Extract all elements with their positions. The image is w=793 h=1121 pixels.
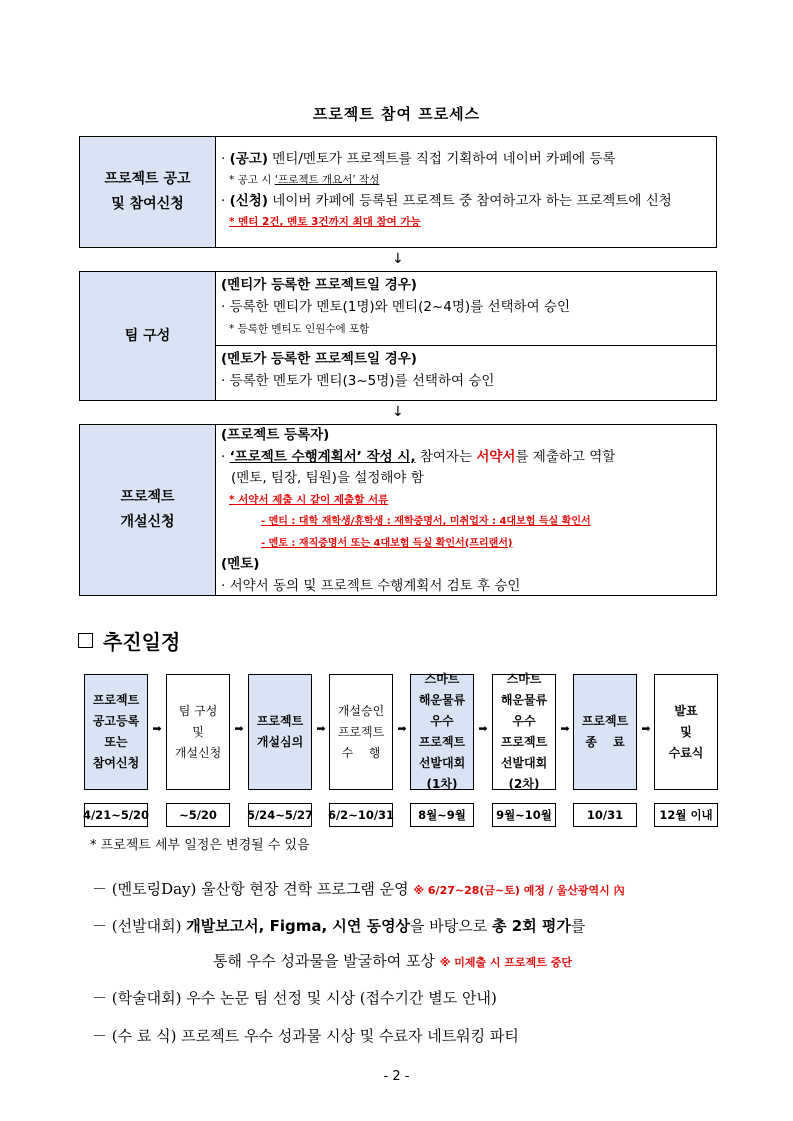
schedule-step-line: 우수 [512, 714, 536, 728]
schedule-step-label [257, 711, 303, 753]
plan-end: 를 제출하고 역할 [515, 448, 616, 465]
case-mentor-line: · 등록한 멘토가 멘티(3~5명)를 선택하여 승인 [221, 373, 495, 389]
page-title: 프로젝트 참여 프로세스 [312, 105, 481, 123]
schedule-step-line: 개설심의 [256, 735, 304, 749]
selection-cont-text: 통해 우수 성과물을 발굴하여 포상 [213, 952, 440, 970]
schedule-step-line: 스마트 [506, 672, 542, 686]
right-arrow-icon: ➡ [234, 722, 244, 735]
down-arrow-icon: ↓ [392, 404, 404, 420]
schedule-step-line: 참여신청 [92, 756, 140, 770]
case-mentor-head: (멘토가 등록한 프로젝트일 경우) [221, 351, 417, 367]
schedule-note: * 프로젝트 세부 일정은 변경될 수 있음 [90, 838, 310, 853]
process-label-open [80, 425, 216, 595]
right-arrow-icon: ➡ [316, 722, 326, 735]
schedule-step-line: 프로젝트 [418, 735, 466, 749]
schedule-step-line: 선발대회 [500, 756, 548, 770]
right-arrow-icon: ➡ [560, 722, 570, 735]
schedule-step-line: 공고등록 [92, 714, 140, 728]
apply-tag: (신청) [229, 193, 269, 209]
mentor-docs: - 멘토 : 재직증명서 또는 4대보험 득실 확인서(프리랜서) [261, 537, 513, 549]
selection-bold1: 개발보고서, Figma, 시연 동영상 [186, 917, 411, 935]
bullet-selection [92, 915, 585, 936]
label-line2: 및 참여신청 [111, 196, 184, 212]
selection-end: 를 [570, 917, 586, 935]
schedule-step-line: 또는 [104, 735, 128, 749]
overview-doc: ‘프로젝트 개요서’ 작성 [274, 174, 380, 186]
mentee-docs: - 멘티 : 대학 재학생/휴학생 : 재학증명서, 미취업자 : 4대보험 득실 확인서 [261, 516, 591, 527]
mentor-head: (멘토) [221, 556, 260, 572]
note-prefix: * 공고 시 [229, 174, 275, 186]
mentoring-day-text: － (멘토링Day) 울산항 현장 견학 프로그램 운영 [92, 880, 414, 898]
bullet-dot: · [221, 151, 230, 167]
schedule-step-line: 종 료 [585, 735, 625, 749]
schedule-step-label [338, 701, 384, 764]
schedule-step-label [175, 701, 221, 764]
announce-text: 멘티/멘토가 프로젝트를 직접 기획하여 네이버 카페에 등록 [268, 151, 616, 167]
schedule-step-label [419, 669, 465, 795]
team-case-mentor [216, 346, 716, 392]
schedule-step-label [93, 690, 139, 774]
schedule-step-line: 수 행 [341, 745, 381, 760]
plan-doc: ‘프로젝트 수행계획서’ 작성 시, [229, 448, 416, 465]
team-content [216, 272, 716, 400]
case-mentee-note: * 등록한 멘티도 인원수에 포함 [229, 323, 370, 335]
schedule-step-line: 프로젝트 [337, 724, 385, 739]
schedule-step-label [582, 711, 628, 753]
plan-mid: 참여자는 [415, 448, 477, 465]
schedule-step-line: 해운물류 [418, 693, 466, 707]
schedule-step-line: 스마트 [424, 672, 460, 686]
selection-mid: 을 바탕으로 [410, 917, 493, 935]
registrant-head: (프로젝트 등록자) [221, 427, 330, 443]
mentor-approve-line: · 서약서 동의 및 프로젝트 수행계획서 검토 후 승인 [221, 577, 521, 594]
bullet-ceremony: － (수 료 식) 프로젝트 우수 성과물 시상 및 수료자 네트워킹 파티 [92, 1027, 519, 1045]
label-line1: 프로젝트 [120, 489, 175, 505]
selection-note: ※ 미제출 시 프로젝트 중단 [439, 956, 572, 969]
mentoring-day-note: ※ 6/27~28(금~토) 예정 / 울산광역시 內 [413, 884, 625, 897]
schedule-step [84, 674, 148, 790]
schedule-step [492, 674, 556, 790]
process-label-announce [80, 137, 216, 247]
schedule-step-line: 프로젝트 [256, 714, 304, 728]
announce-line1 [221, 149, 672, 170]
bullet-selection-cont [213, 950, 572, 971]
process-label-team: 팀 구성 [80, 272, 216, 400]
process-box-team [79, 271, 717, 401]
schedule-step-date: 5/24~5/27 [248, 803, 312, 827]
right-arrow-icon: ➡ [641, 722, 651, 735]
announce-note [221, 170, 672, 191]
schedule-step [166, 674, 230, 790]
announce-tag: (공고) [229, 151, 269, 167]
schedule-step-line: 발표 [674, 703, 698, 718]
schedule-step-date: 9월~10월 [492, 803, 556, 827]
schedule-step [654, 674, 718, 790]
square-bullet-icon [78, 633, 93, 648]
schedule-step-line: 해운물류 [500, 693, 548, 707]
bullet-dot: · [221, 193, 230, 209]
label-line1: 프로젝트 공고 [104, 171, 191, 187]
schedule-step-line: (1차) [426, 777, 458, 791]
bullet-dot: · [221, 448, 230, 465]
schedule-step-date: 6/2~10/31 [329, 803, 393, 827]
right-arrow-icon: ➡ [152, 722, 162, 735]
apply-line [221, 191, 672, 212]
process-content-announce [216, 137, 672, 247]
max-participation-note: * 멘티 2건, 멘토 3건까지 최대 참여 가능 [229, 216, 421, 228]
schedule-title-text: 추진일정 [103, 630, 181, 654]
label-line2: 개설신청 [120, 514, 175, 530]
case-mentee-line: · 등록한 멘티가 멘토(1명)와 멘티(2~4명)를 선택하여 승인 [221, 299, 571, 315]
down-arrow-icon: ↓ [392, 251, 404, 267]
schedule-step-date: ~5/20 [166, 803, 230, 827]
schedule-step-line: 팀 구성 [178, 703, 218, 718]
bullet-academic: － (학술대회) 우수 논문 팀 선정 및 시상 (접수기간 별도 안내) [92, 989, 497, 1007]
process-box-open [79, 424, 717, 596]
schedule-step-date: 8월~9월 [410, 803, 474, 827]
case-mentee-head: (멘티가 등록한 프로젝트일 경우) [221, 277, 417, 293]
plan-line [221, 447, 615, 469]
schedule-step [329, 674, 393, 790]
schedule-step-date: 4/21~5/20 [84, 803, 148, 827]
right-arrow-icon: ➡ [397, 722, 407, 735]
bullet-mentoring-day [92, 878, 625, 899]
right-arrow-icon: ➡ [478, 722, 488, 735]
schedule-step-line: (2차) [508, 777, 540, 791]
schedule-step-line: 수료식 [668, 745, 704, 760]
team-case-mentee [216, 272, 716, 346]
schedule-section-title [78, 626, 180, 655]
schedule-step-line: 프로젝트 [500, 735, 548, 749]
schedule-step-date: 12월 이내 [654, 803, 718, 827]
selection-bold2: 총 2회 평가 [492, 917, 571, 935]
schedule-step-line: 개설승인 [337, 703, 385, 718]
schedule-step-line: 및 [192, 724, 204, 739]
schedule-step-line: 및 [680, 724, 692, 739]
page-number: - 2 - [383, 1069, 410, 1084]
schedule-step-line: 우수 [430, 714, 454, 728]
schedule-step-line: 프로젝트 [581, 714, 629, 728]
process-box-announce [79, 136, 717, 248]
pledge-doc: 서약서 [476, 448, 516, 465]
process-content-open [216, 425, 615, 595]
schedule-step [248, 674, 312, 790]
apply-text: 네이버 카페에 등록된 프로젝트 중 참여하고자 하는 프로젝트에 신청 [268, 193, 672, 209]
schedule-step-line: 선발대회 [418, 756, 466, 770]
selection-prefix: － (선발대회) [92, 917, 187, 935]
role-line: (멘토, 팀장, 팀원)을 설정해야 함 [231, 470, 424, 486]
docs-note: * 서약서 제출 시 같이 제출할 서류 [229, 493, 389, 506]
schedule-step [573, 674, 637, 790]
schedule-step-line: 프로젝트 [92, 693, 140, 707]
schedule-step-label [669, 701, 704, 764]
schedule-step-line: 개설신청 [174, 745, 222, 760]
schedule-step-date: 10/31 [573, 803, 637, 827]
schedule-step-label [501, 669, 547, 795]
schedule-step [410, 674, 474, 790]
